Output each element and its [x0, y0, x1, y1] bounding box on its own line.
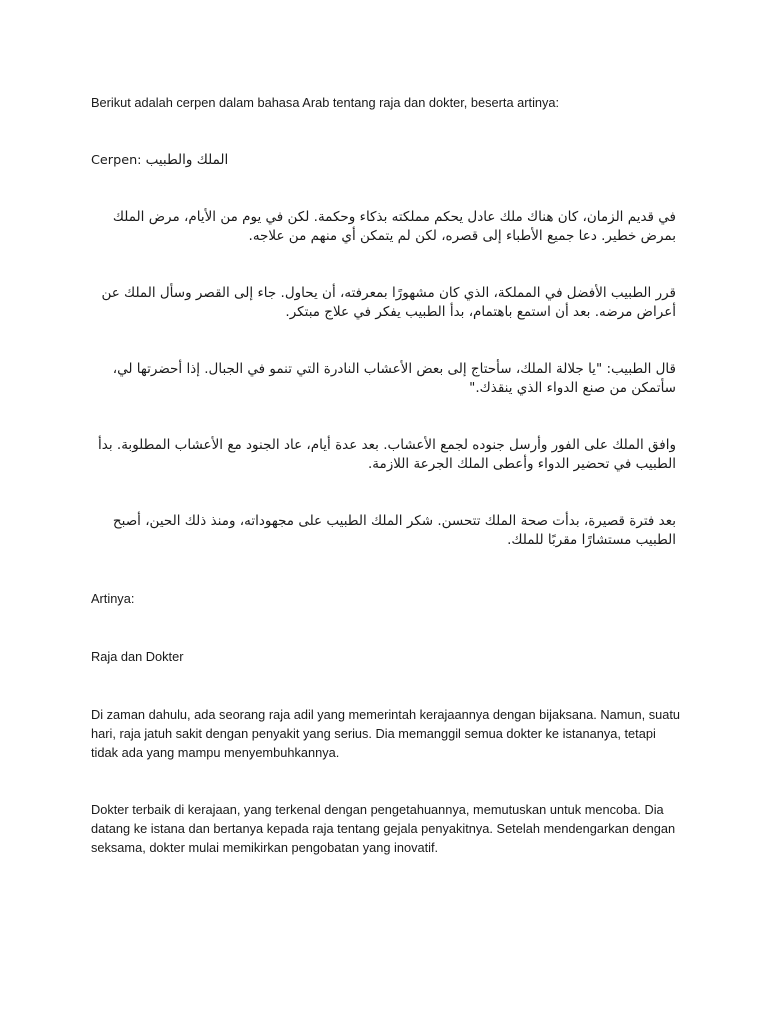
arabic-paragraph-2-line-1: قرر الطبيب الأفضل في المملكة، الذي كان مشهورًا بمعرفته، أن يحاول. جاء إلى القصر وسأل الملك عن [101, 285, 676, 301]
arabic-paragraph-1-line-1: في قديم الزمان، كان هناك ملك عادل يحكم مملكته بذكاء وحكمة. لكن في يوم من الأيام، مرض الملك [112, 209, 676, 225]
arabic-paragraph-1-line-2: بمرض خطير. دعا جميع الأطباء إلى قصره، لكن لم يتمكن أي منهم من علاجه. [248, 228, 676, 244]
arabic-paragraph-5-line-1: بعد فترة قصيرة، بدأت صحة الملك تتحسن. شكر الملك الطبيب على مجهوداته، ومنذ ذلك الحين، أصبح [112, 513, 676, 529]
arabic-paragraph-3-line-2: سأتمكن من صنع الدواء الذي ينقذك." [469, 380, 676, 396]
translation-paragraph-2: Dokter terbaik di kerajaan, yang terkenal dengan pengetahuannya, memutuskan untuk mencoba. Dia datang ke istana dan bertanya kepada raja tentang gejala penyakitnya. Setelah mendengarkan dengan seksama, dokter mulai memikirkan pengobatan yang inovatif. [91, 802, 676, 855]
cerpen-heading [91, 151, 228, 170]
cerpen-title: الملك والطبيب [145, 152, 229, 168]
arabic-paragraph-2-line-2: أعراض مرضه. بعد أن استمع باهتمام، بدأ الطبيب يفكر في علاج مبتكر. [285, 304, 676, 320]
arabic-paragraph-1 [90, 208, 676, 246]
translation-paragraph-1: Di zaman dahulu, ada seorang raja adil yang memerintah kerajaannya dengan bijaksana. Namun, suatu hari, raja jatuh sakit dengan penyakit yang serius. Dia memanggil semua dokter ke istananya, tetapi tidak ada yang mampu menyembuhkannya. [91, 707, 681, 760]
arabic-paragraph-4-line-1: وافق الملك على الفور وأرسل جنوده لجمع الأعشاب. بعد عدة أيام، عاد الجنود مع الأعشاب المطلوبة. بدأ [98, 437, 676, 453]
artinya-label: Artinya: [91, 591, 135, 606]
arabic-paragraph-3 [90, 360, 676, 398]
arabic-paragraph-4 [90, 436, 676, 474]
arabic-paragraph-3-line-1: قال الطبيب: "يا جلالة الملك، سأحتاج إلى بعض الأعشاب النادرة التي تنمو في الجبال. إذا أحضرتها لي، [112, 361, 676, 377]
arabic-paragraph-2 [90, 284, 676, 322]
arabic-paragraph-5 [90, 512, 676, 550]
translation-title: Raja dan Dokter [91, 649, 184, 664]
arabic-paragraph-5-line-2: الطبيب مستشارًا مقربًا للملك. [507, 532, 676, 548]
cerpen-label: Cerpen: [91, 153, 142, 168]
arabic-paragraph-4-line-2: الطبيب في تحضير الدواء وأعطى الملك الجرعة اللازمة. [367, 456, 676, 472]
intro-text: Berikut adalah cerpen dalam bahasa Arab tentang raja dan dokter, beserta artinya: [91, 95, 560, 110]
